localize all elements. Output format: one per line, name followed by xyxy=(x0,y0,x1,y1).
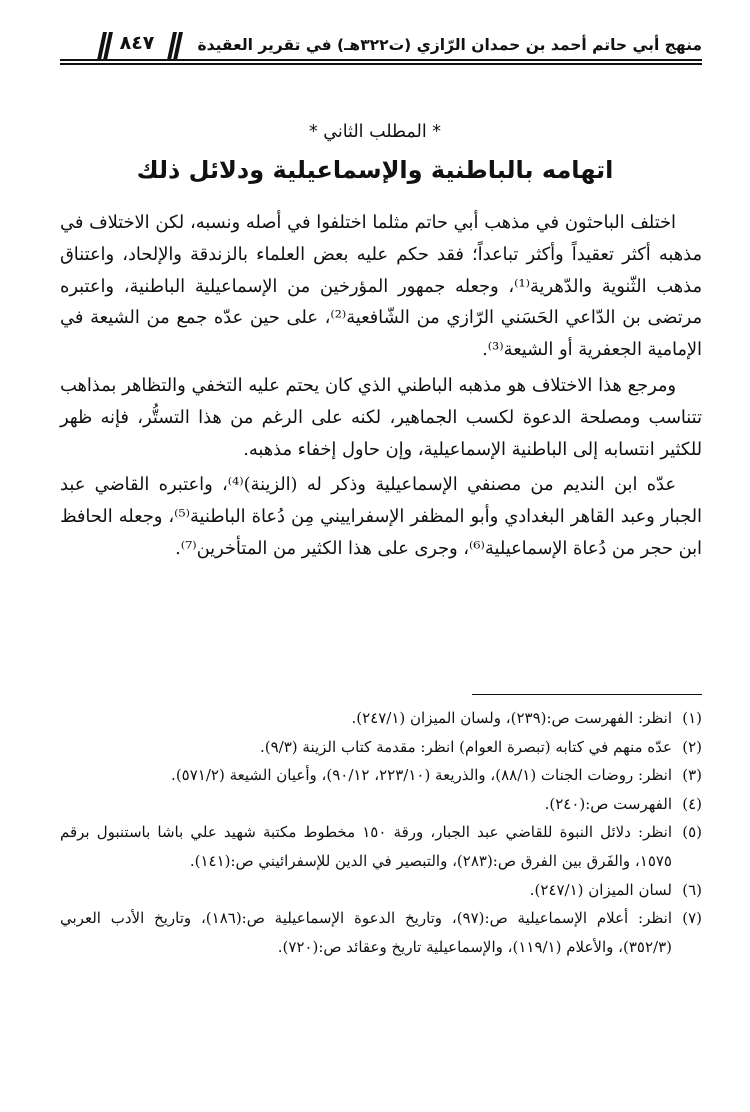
paragraph: عدّه ابن النديم من مصنفي الإسماعيلية وذكر له (الزينة)⁽⁴⁾، واعتبره القاضي عبد الجبار وعبد القاهر البغدادي وأبو المظفر الإسفراييني مِن دُعاة الباطنية⁽⁵⁾، وجعله الحافظ ابن حجر من دُعاة الإسماعيلية⁽⁶⁾، وجرى على هذا الكثير من المتأخرين⁽⁷⁾. xyxy=(60,474,702,559)
footnote xyxy=(60,761,702,790)
footnotes xyxy=(60,704,702,961)
footnote-text: لسان الميزان (٢٤٧/١). xyxy=(529,880,672,899)
header-rule xyxy=(60,63,702,65)
footnote-text: انظر: الفهرست ص:(٢٣٩)، ولسان الميزان (٢٤٧/١). xyxy=(351,709,672,727)
header-rule xyxy=(60,59,702,61)
footnote xyxy=(60,790,702,819)
footnote-number: (٢) xyxy=(682,737,702,756)
footnote-text: عدّه منهم في كتابه (تبصرة العوام) انظر: مقدمة كتاب الزينة (٩/٣). xyxy=(260,737,672,756)
footnote-number: (٣) xyxy=(682,766,702,785)
section-kicker: * المطلب الثاني * xyxy=(308,122,442,142)
footnote-text: الفهرست ص:(٢٤٠). xyxy=(544,794,672,813)
footnote xyxy=(60,704,702,733)
running-header xyxy=(60,30,702,64)
section-title: اتهامه بالباطنية والإسماعيلية ودلائل ذلك xyxy=(136,156,614,184)
footnote xyxy=(60,876,702,905)
footnote-text: انظر: روضات الجنات (٨٨/١)، والذريعة (٢٢٣/١٠، ٩٠/١٢)، وأعيان الشيعة (٥٧١/٢). xyxy=(171,766,672,785)
footnote-number: (٤) xyxy=(682,794,702,813)
footnote xyxy=(60,904,702,961)
footnote xyxy=(60,818,702,875)
footnote xyxy=(60,733,702,762)
paragraph: ومرجع هذا الاختلاف هو مذهبه الباطني الذي كان يحتم عليه التخفي والتظاهر بمذاهب تتناسب ومصلحة الدعوة لكسب الجماهير، لكنه على الرغم من هذا التستُّر، فإنه ظهر للكثير انتسابه إلى الباطنية الإسماعيلية، وإن حاول إخفاء مذهبه. xyxy=(60,374,702,460)
footnote-text: انظر: دلائل النبوة للقاضي عبد الجبار، ورقة ١٥٠ مخطوط مكتبة شهيد علي باشا باستنبول برقم ١٥٧٥، والفَرق بين الفرق ص:(٢٨٣)، والتبصير في الدين للإسفرائيني ص:(١٤١). xyxy=(60,823,673,870)
footnote-number: (٧) xyxy=(682,909,702,928)
page-number: ٨٤٧ xyxy=(119,32,155,54)
body-text xyxy=(60,207,702,565)
footnote-number: (٦) xyxy=(682,880,702,899)
footnote-number: (١) xyxy=(682,709,702,727)
footnote-separator xyxy=(472,694,702,695)
running-header-title: منهج أبي حاتم أحمد بن حمدان الرّازي (ت٣٢٢هـ) في تقرير العقيدة xyxy=(197,36,702,54)
paragraph: اختلف الباحثون في مذهب أبي حاتم مثلما اختلفوا في أصله ونسبه، لكن الاختلاف في مذهبه أكثر تعقيداً وأكثر تباعداً؛ فقد حكم عليه بعض العلماء بالزندقة والإلحاد، واعتناق مذهب الثّنوية والدّهرية⁽¹⁾، وجعله جمهور المؤرخين من الإسماعيلية الباطنية، واعتبره مرتضى بن الدّاعي الحَسَني الرّازي من الشّافعية⁽²⁾، على حين عدّه جمع من الشيعة في الإمامية الجعفرية أو الشيعة⁽³⁾. xyxy=(60,212,702,361)
footnote-text: انظر: أعلام الإسماعيلية ص:(٩٧)، وتاريخ الدعوة الإسماعيلية ص:(١٨٦)، وتاريخ الأدب العربي (٣٥٢/٣)، والأعلام (١١٩/١)، والإسماعيلية تاريخ وعقائد ص:(٧٢٠). xyxy=(60,909,672,956)
footnote-number: (٥) xyxy=(682,823,702,842)
